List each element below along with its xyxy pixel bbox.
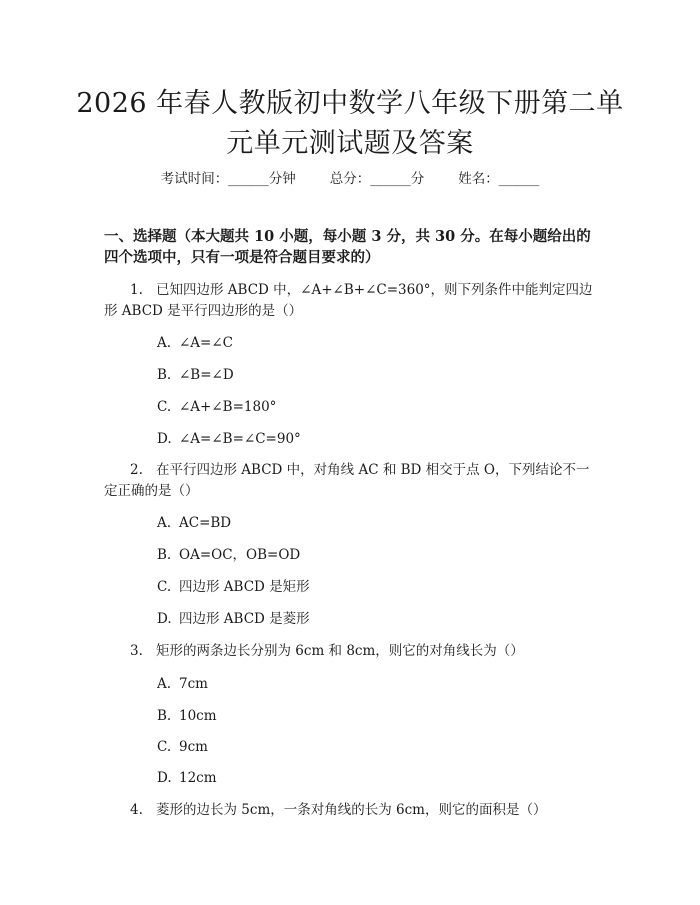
exam-time-field: 考试时间：______分钟 [160, 171, 296, 187]
question-number: 1. [130, 282, 143, 298]
question-2-option-c [157, 577, 310, 597]
option-letter: C. [157, 739, 172, 755]
option-text: 10cm [179, 708, 217, 724]
question-text: 已知四边形 ABCD 中，∠A+∠B+∠C=360°，则下列条件中能判定四边形 ABCD 是平行四边形的是（） [104, 282, 593, 319]
option-letter: D. [157, 431, 172, 447]
question-2-option-b [157, 545, 300, 565]
exam-name-field: 姓名：______ [458, 171, 540, 187]
question-number: 2. [130, 462, 143, 478]
option-letter: B. [157, 547, 172, 563]
title-line-1: 2026 年春人教版初中数学八年级下册第二单 [76, 88, 624, 119]
question-1 [104, 280, 598, 322]
option-letter: A. [157, 515, 172, 531]
document-title [60, 84, 640, 164]
option-letter: A. [157, 676, 172, 692]
question-2 [104, 460, 598, 502]
question-1-option-b [157, 365, 234, 385]
option-letter: D. [157, 611, 172, 627]
question-text: 矩形的两条边长分别为 6cm 和 8cm，则它的对角线长为（） [156, 643, 524, 659]
question-2-option-d [157, 609, 310, 629]
option-letter: D. [157, 770, 172, 786]
question-3 [104, 641, 598, 662]
option-text: 12cm [179, 770, 217, 786]
question-number: 4. [130, 802, 143, 818]
question-1-option-a [157, 333, 233, 353]
option-text: 四边形 ABCD 是矩形 [179, 579, 310, 595]
question-2-option-a [157, 513, 231, 533]
question-4 [104, 800, 598, 821]
option-letter: B. [157, 367, 172, 383]
option-text: ∠A=∠B=∠C=90° [179, 431, 301, 447]
question-3-option-a [157, 674, 208, 694]
exam-score-field: 总分：______分 [329, 171, 425, 187]
section-heading: 一、选择题（本大题共 10 小题，每小题 3 分，共 30 分。在每小题给出的四个选项中，只有一项是符合题目要求的） [104, 228, 591, 266]
option-text: AC=BD [179, 515, 232, 531]
question-1-option-c [157, 397, 276, 417]
exam-info-line [0, 169, 700, 189]
question-3-option-d [157, 768, 217, 788]
question-1-option-d [157, 429, 301, 449]
title-line-2: 元单元测试题及答案 [226, 128, 474, 159]
question-text: 在平行四边形 ABCD 中，对角线 AC 和 BD 相交于点 O，下列结论不一定正确的是（） [104, 462, 590, 499]
option-letter: C. [157, 399, 172, 415]
option-text: ∠A+∠B=180° [179, 399, 277, 415]
option-text: 9cm [179, 739, 208, 755]
question-3-option-c [157, 737, 208, 757]
option-text: ∠A=∠C [179, 335, 234, 351]
option-text: 四边形 ABCD 是菱形 [179, 611, 310, 627]
question-number: 3. [130, 643, 143, 659]
question-3-option-b [157, 706, 217, 726]
option-text: 7cm [179, 676, 208, 692]
option-text: ∠B=∠D [179, 367, 234, 383]
question-text: 菱形的边长为 5cm，一条对角线的长为 6cm，则它的面积是（） [156, 802, 547, 818]
option-letter: B. [157, 708, 172, 724]
option-letter: C. [157, 579, 172, 595]
option-letter: A. [157, 335, 172, 351]
option-text: OA=OC，OB=OD [179, 547, 301, 563]
